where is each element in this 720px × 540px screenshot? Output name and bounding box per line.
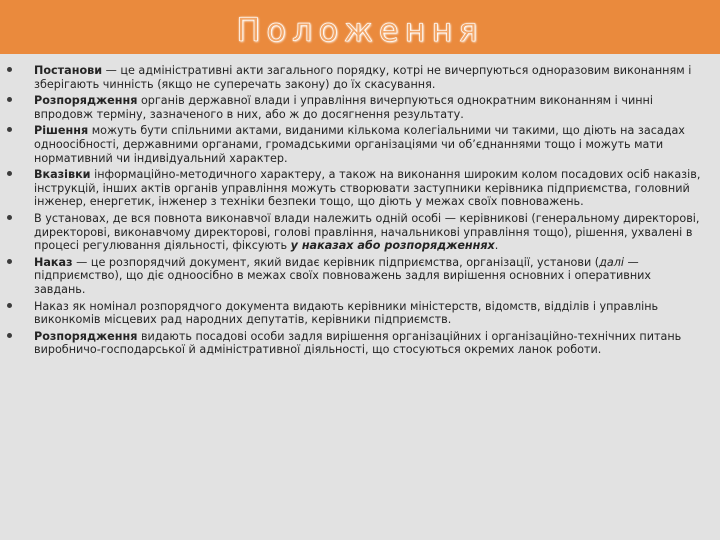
title-bar [0, 0, 720, 54]
term-rozporiadzhennia: Розпорядження [34, 94, 138, 108]
emphasis-text: у наказах або розпорядженнях [290, 239, 495, 253]
bullet-icon [7, 303, 12, 308]
term-vkazivky: Вказівки [34, 168, 91, 182]
bullet-icon [7, 127, 12, 132]
bullet-icon [7, 67, 12, 72]
item-text: — це адміністративні акти загального порядку, котрі не вичерпуються одноразовим виконанням і зберігають чинність (якщо не суперечать закону) до їх скасування. [34, 64, 692, 91]
slide-content [0, 64, 720, 360]
item-text: видають посадові особи задля вирішення організаційних і організаційно-технічних питань виробничо-господарської й адміністративної діяльності, що стосуються окремих ланок роботи. [34, 329, 682, 357]
bullet-icon [7, 333, 12, 338]
bullet-icon [7, 259, 12, 264]
bullet-icon [7, 171, 12, 176]
item-text: . [494, 239, 499, 253]
term-rozporiadzhennia: Розпорядження [34, 329, 138, 343]
list-item [0, 212, 720, 253]
bullet-icon [7, 215, 12, 220]
list-item [0, 330, 720, 357]
list-item [0, 300, 720, 327]
bullet-list [0, 64, 720, 357]
item-text: можуть бути спільними актами, виданими кількома колегіальними чи такими, що діють на засадах одноосібності, державними органами, громадськими організаціями чи об’єднаннями тощо і можуть мати нормативний чи індивідуальний характер. [34, 124, 685, 165]
item-text: Наказ як номінал розпорядчого документа видають керівники міністерств, відомств, відділів і управлінь виконкомів місцевих рад народних депутатів, керівники підприємств. [34, 299, 659, 327]
list-item [0, 94, 720, 121]
bullet-icon [7, 97, 12, 102]
term-nakaz: Наказ [34, 255, 73, 269]
slide-title: Положення [236, 11, 484, 49]
item-text: інформаційно-методичного характеру, а також на виконання широким колом посадових осіб наказів, інструкцій, інших актів органів управління можуть створювати заступники керівника підприємства, головний інженер, енергетик, інженер з техніки безпеки тощо, що діють у межах своїх повноважень. [34, 168, 701, 209]
term-postanovy: Постанови [34, 64, 103, 77]
list-item [0, 64, 720, 91]
item-text: — це розпорядчий документ, який видає керівник підприємства, організації, установи ( [72, 255, 600, 269]
item-text: В установах, де вся повнота виконавчої влади належить одній особі — керівникові (генеральному директорові, директорові, виконавчому директорові, голові правління, начальникові управління тощо), рішення, ухвалені в процесі регулювання діяльності, фіксують [34, 211, 700, 253]
list-item [0, 124, 720, 165]
italic-text: далі [599, 255, 624, 269]
item-text: — підприємство), що діє одноосібно в межах своїх повноважень задля вирішення основних і оперативних завдань. [34, 255, 652, 296]
list-item [0, 256, 720, 297]
list-item [0, 168, 720, 209]
item-text: органів державної влади і управління вичерпуються однократним виконанням і чинні впродовж терміну, зазначеного в них, або ж до досягнення результату. [34, 94, 653, 121]
term-rishennia: Рішення [34, 124, 89, 138]
